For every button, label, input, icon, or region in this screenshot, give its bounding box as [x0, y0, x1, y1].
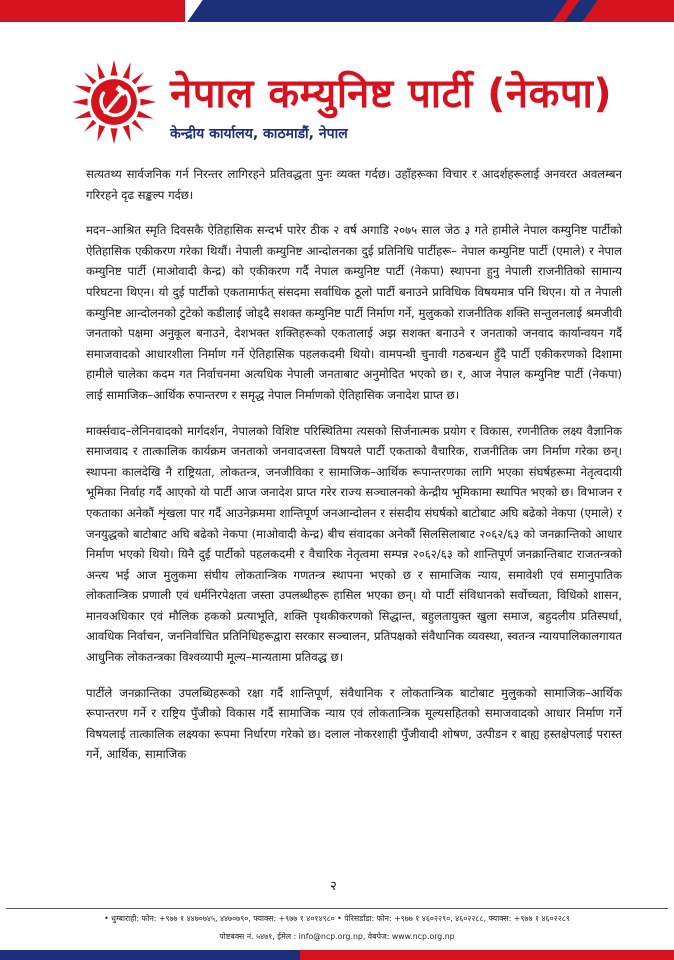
- paragraph: मार्क्सवाद–लेनिनवादको मार्गदर्शन, नेपालको विशिष्ट परिस्थितिमा त्यसको सिर्जनात्मक प्रयोग र विकास, रणनीतिक लक्ष्य वैज्ञानिक समाजवाद र तात्कालिक कार्यक्रम जनताको जनवादजस्ता विषयले पार्टी एकताको वैचारिक, राजनीतिक जग निर्माण गरेका छन्। स्थापना कालदेखि नै राष्ट्रियता, लोकतन्त्र, जनजीविका र सामाजिक–आर्थिक रूपान्तरणका लागि भएका संघर्षहरूमा नेतृत्वदायी भूमिका निर्वाह गर्दै आएको यो पार्टी आज जनादेश प्राप्त गरेर राज्य सञ्चालनको केन्द्रीय भूमिकामा स्थापित भएको छ। विभाजन र एकताका अनेकौं शृंखला पार गर्दै आउनेक्रममा शान्तिपूर्ण जनआन्दोलन र संसदीय संघर्षको बाटोबाट अघि बढेको नेकपा (एमाले) र जनयुद्धको बाटोबाट अघि बढेको नेकपा (माओवादी केन्द्र) बीच संवादका अनेकौं सिलसिलाबाट २०६२/६३ को जनक्रान्तिको आधार निर्माण भएको थियो। यिनै दुई पार्टीको पहलकदमी र वैचारिक नेतृत्वमा सम्पन्न २०६२/६३ को शान्तिपूर्ण जनक्रान्तिबाट राजतन्त्रको अन्त्य भई आज मुलुकमा संघीय लोकतान्त्रिक गणतन्त्र स्थापना भएको छ र सामाजिक न्याय, समावेशी एवं समानुपातिक लोकतान्त्रिक प्रणाली एवं धर्मनिरपेक्षता जस्ता उपलब्धीहरू हासिल भएका छन्। यो पार्टी संविधानको सर्वोच्चता, विधिको शासन, मानवअधिकार एवं मौलिक हकको प्रत्याभूति, शक्ति पृथकीकरणको सिद्धान्त, बहुलतायुक्त खुला समाज, बहुदलीय प्रतिस्पर्धा, आवधिक निर्वाचन, जननिर्वाचित प्रतिनिधिहरूद्वारा सरकार सञ्चालन, प्रतिपक्षको संवैधानिक व्यवस्था, स्वतन्त्र न्यायपालिकालगायत आधुनिक लोकतन्त्रका विश्वव्यापी मूल्य–मान्यतामा प्रतिवद्ध छ।: [86, 423, 622, 665]
- hammer-sickle-sun-emblem: [70, 58, 158, 146]
- footer-contact-web: पोष्टबक्स नं. ५४७१, ईमेल : info@ncp.org.np, वेबपेज: www.ncp.org.np: [219, 932, 455, 941]
- document-body: [86, 164, 622, 780]
- page-number: २: [330, 879, 337, 894]
- footer-contact-phones: • धुम्बाराही: फोन: +९७७ १ ४४७०७४५, ४४७०७९०, फ्याक्स: +९७७ १ ४०१४९८० • पेरिसडाँडा: फोन: +९७७ १ ४६०२२९०, ४६०२२८८, फ्याक्स: +९७७ १ ४६०२२८९: [104, 914, 570, 923]
- header-color-band: [0, 0, 674, 22]
- footer-divider: [6, 908, 668, 909]
- paragraph: सत्यतथ्य सार्वजनिक गर्न निरन्तर लागिरहने प्रतिवद्धता पुनः व्यक्त गर्दछ। उहाँहरूका विचार र आदर्शहरूलाई अनवरत अवलम्बन गरिरहने दृढ सङ्कल्प गर्दछ।: [86, 167, 622, 202]
- paragraph: मदन–आश्रित स्मृति दिवसकै ऐतिहासिक सन्दर्भ पारेर ठीक २ वर्ष अगाडि २०७५ साल जेठ ३ गते हामीले नेपाल कम्युनिष्ट पार्टीको ऐतिहासिक एकीकरण गरेका थियौं। नेपाली कम्युनिष्ट आन्दोलनका दुई प्रतिनिधि पार्टीहरू– नेपाल कम्युनिष्ट पार्टी (एमाले) र नेपाल कम्युनिष्ट पार्टी (माओवादी केन्द्र) को एकीकरण गर्दै नेपाल कम्युनिष्ट पार्टी (नेकपा) स्थापना हुनु नेपाली राजनीतिको सामान्य परिघटना थिएन। यो दुई पार्टीको एकतामार्फत् संसदमा सर्वाधिक ठूलो पार्टी बनाउने प्राविधिक विषयमात्र पनि थिएन। यो त नेपाली कम्युनिष्ट आन्दोलनको टुटेको कडीलाई जोड्दै सशक्त कम्युनिष्ट पार्टी निर्माण गर्ने, मुलुकको राजनीतिक शक्ति सन्तुलनलाई श्रमजीवी जनताको पक्षमा अनुकूल बनाउने, देशभक्त शक्तिहरूको एकतालाई अझ सशक्त बनाउने र जनताको जनवाद कार्यान्वयन गर्दै समाजवादको आधारशीला निर्माण गर्ने ऐतिहासिक पहलकदमी थियो। वामपन्थी चुनावी गठबन्धन हुँदै पार्टी एकीकरणको दिशामा हामीले चालेका कदम गत निर्वाचनमा अत्यधिक नेपाली जनताबाट अनुमोदित भएको छ। र, आज नेपाल कम्युनिष्ट पार्टी (नेकपा) लाई सामाजिक–आर्थिक रुपान्तरण र समृद्ध नेपाल निर्माणको ऐतिहासिक जनादेश प्राप्त छ।: [86, 223, 623, 402]
- office-address-line: केन्द्रीय कार्यालय, काठमाडौं, नेपाल: [170, 126, 348, 142]
- footer-color-band: [0, 950, 674, 960]
- paragraph: पार्टीले जनक्रान्तिका उपलब्धिहरूको रक्षा गर्दै शान्तिपूर्ण, संवैधानिक र लोकतान्त्रिक बाटोबाट मुलुकको सामाजिक–आर्थिक रूपान्तरण गर्ने र राष्ट्रिय पुँजीको विकास गर्दै सामाजिक न्याय एवं लोकतान्त्रिक मूल्यसहितको समाजवादको आधार निर्माण गर्ने विषयलाई तात्कालिक लक्ष्यका रूपमा निर्धारण गरेको छ। दलाल नोकरशाही पुँजीवादी शोषण, उत्पीडन र बाह्य हस्तक्षेपलाई परास्त गर्ने, आर्थिक, सामाजिक: [86, 685, 622, 762]
- party-name-heading: नेपाल कम्युनिष्ट पार्टी (नेकपा): [170, 71, 613, 117]
